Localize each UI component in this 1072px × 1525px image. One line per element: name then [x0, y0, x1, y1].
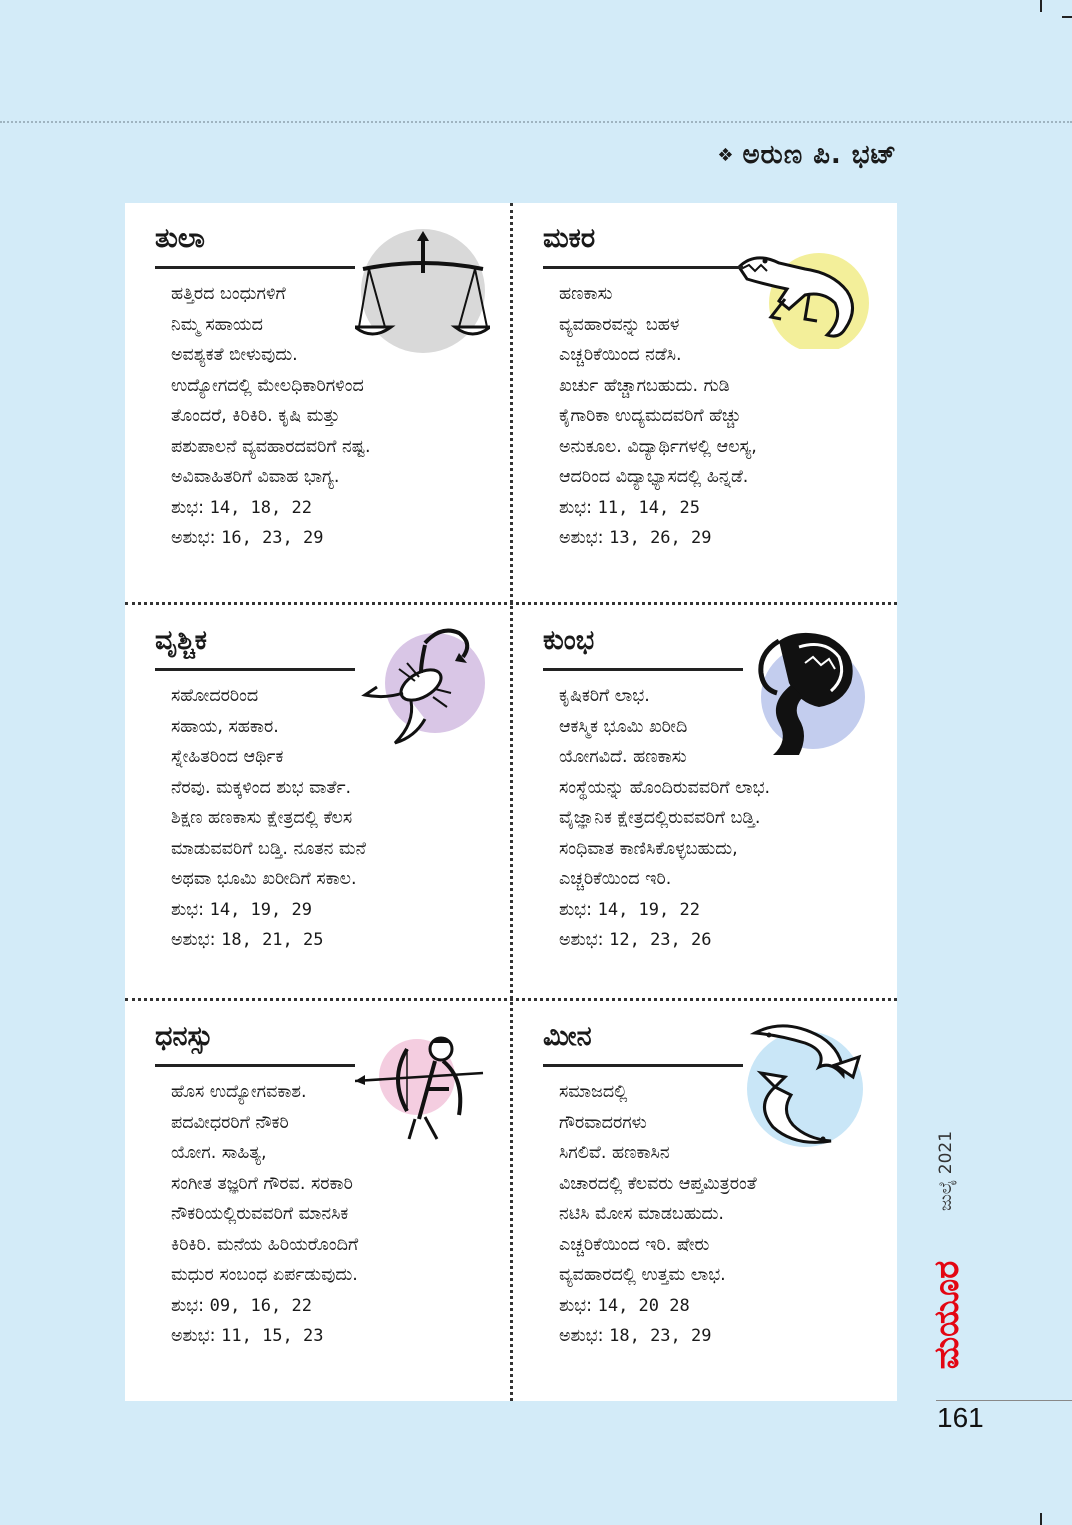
shubha-label: ಶುಭ: — [559, 1295, 593, 1316]
shubha-label: ಶುಭ: — [559, 899, 593, 920]
forecast-line: ವೈಜ್ಞಾನಿಕ ಕ್ಷೇತ್ರದಲ್ಲಿರುವವರಿಗೆ ಬಡ್ತಿ. — [559, 808, 761, 828]
forecast-line: ಆಕಸ್ಮಿಕ ಭೂಮಿ ಖರೀದಿ — [559, 716, 688, 737]
forecast-line: ಪದವೀಧರರಿಗೆ ನೌಕರಿ — [171, 1112, 289, 1133]
forecast-line: ಖರ್ಚು ಹೆಚ್ಚಾಗಬಹುದು. ಗುಡಿ — [559, 375, 730, 396]
ashubha-numbers: 18, 23, 29 — [609, 1326, 712, 1346]
sign-forecast — [559, 1077, 889, 1352]
issue-date-text: ಜುಲೈ 2021 — [936, 1130, 956, 1212]
ashubha-label: ಅಶುಭ: — [171, 528, 216, 548]
ashubha-numbers: 16, 23, 29 — [221, 528, 324, 548]
ashubha-numbers: 18, 21, 25 — [221, 930, 324, 950]
forecast-line: ಸಿಗಲಿವೆ. ಹಣಕಾಸಿನ — [559, 1143, 670, 1163]
shubha-numbers: 09, 16, 22 — [209, 1295, 312, 1316]
ashubha-numbers: 11, 15, 23 — [221, 1326, 324, 1346]
sign-card-makara — [513, 203, 893, 599]
forecast-line: ಕಿರಿಕಿರಿ. ಮನೆಯ ಹಿರಿಯರೊಂದಿಗೆ — [171, 1234, 359, 1255]
crop-mark — [1040, 0, 1042, 12]
forecast-line: ಕೃಷಿಕರಿಗೆ ಲಾಭ. — [559, 686, 650, 706]
forecast-line: ಸಂಧಿವಾತ ಕಾಣಿಸಿಕೊಳ್ಳಬಹುದು, — [559, 838, 738, 859]
shubha-label: ಶುಭ: — [171, 1295, 205, 1316]
diamond-icon: ❖ — [717, 145, 735, 166]
sign-name: ತುಲಾ — [155, 223, 205, 254]
forecast-line: ನೌಕರಿಯಲ್ಲಿರುವವರಿಗೆ ಮಾನಸಿಕ — [171, 1204, 349, 1224]
magazine-logo-text: ಮಯೂರ — [927, 1260, 967, 1370]
lucky-numbers — [171, 1291, 501, 1322]
forecast-line: ಶಿಕ್ಷಣ ಹಣಕಾಸು ಕ್ಷೇತ್ರದಲ್ಲಿ ಕೆಲಸ — [171, 808, 353, 828]
sign-name: ವೃಶ್ಚಿಕ — [155, 625, 207, 656]
ashubha-label: ಅಶುಭ: — [559, 930, 604, 950]
crop-mark — [1040, 1513, 1042, 1525]
lucky-numbers — [171, 895, 501, 926]
ashubha-label: ಅಶುಭ: — [171, 1326, 216, 1346]
unlucky-numbers — [171, 925, 501, 956]
crop-mark — [1062, 16, 1072, 18]
sign-card-dhanassu — [125, 1001, 505, 1397]
forecast-line: ಮಾಡುವವರಿಗೆ ಬಡ್ತಿ. ನೂತನ ಮನೆ — [171, 838, 366, 859]
forecast-line: ಅವಿವಾಹಿತರಿಗೆ ವಿವಾಹ ಭಾಗ್ಯ. — [171, 467, 340, 487]
sign-forecast — [559, 279, 889, 554]
shubha-numbers: 14, 19, 29 — [209, 899, 312, 920]
forecast-line: ಯೋಗವಿದೆ. ಹಣಕಾಸು — [559, 747, 687, 767]
horoscope-panel — [125, 203, 897, 1401]
unlucky-numbers — [559, 523, 889, 554]
shubha-numbers: 14, 18, 22 — [209, 497, 312, 518]
forecast-line: ನಿಮ್ಮ ಸಹಾಯದ — [171, 314, 263, 335]
forecast-line: ಸ್ನೇಹಿತರಿಂದ ಆರ್ಥಿಕ — [171, 747, 284, 767]
unlucky-numbers — [559, 925, 889, 956]
ashubha-label: ಅಶುಭ: — [171, 930, 216, 950]
top-dotted-divider — [0, 121, 1072, 123]
forecast-line: ವ್ಯವಹಾರವನ್ನು ಬಹಳ — [559, 314, 680, 335]
forecast-line: ಸಹೋದರರಿಂದ — [171, 686, 259, 706]
sign-name: ಧನಸ್ಸು — [155, 1021, 213, 1052]
shubha-numbers: 11, 14, 25 — [597, 497, 700, 518]
forecast-line: ಹತ್ತಿರದ ಬಂಧುಗಳಿಗೆ — [171, 284, 286, 304]
author-name: ಅರುಣ ಪಿ. ಭಟ್ — [742, 140, 897, 170]
sign-name: ಮೀನ — [543, 1021, 592, 1052]
page-number-rule — [936, 1400, 1072, 1401]
sign-card-tula — [125, 203, 505, 599]
forecast-line: ಎಚ್ಚರಿಕೆಯಿಂದ ನಡೆಸಿ. — [559, 345, 682, 365]
forecast-line: ಎಚ್ಚರಿಕೆಯಿಂದ ಇರಿ. — [559, 869, 672, 889]
shubha-label: ಶುಭ: — [171, 497, 205, 518]
shubha-numbers: 14, 20 28 — [597, 1295, 690, 1316]
title-underline — [543, 668, 743, 671]
shubha-label: ಶುಭ: — [171, 899, 205, 920]
title-underline — [543, 1064, 743, 1067]
forecast-line: ಅವಶ್ಯಕತೆ ಬೀಳುವುದು. — [171, 345, 298, 365]
forecast-line: ನೆರವು. ಮಕ್ಕಳಿಂದ ಶುಭ ವಾರ್ತೆ. — [171, 777, 352, 798]
forecast-line: ತೊಂದರೆ, ಕಿರಿಕಿರಿ. ಕೃಷಿ ಮತ್ತು — [171, 406, 340, 426]
sign-forecast — [171, 681, 501, 956]
forecast-line: ವ್ಯವಹಾರದಲ್ಲಿ ಉತ್ತಮ ಲಾಭ. — [559, 1265, 726, 1285]
title-underline — [543, 266, 743, 269]
sign-card-kumbha — [513, 605, 893, 1001]
sign-forecast — [559, 681, 889, 956]
lucky-numbers — [559, 1291, 889, 1322]
sign-name: ಮಕರ — [543, 223, 596, 254]
forecast-line: ಆದರಿಂದ ವಿದ್ಯಾಭ್ಯಾಸದಲ್ಲಿ ಹಿನ್ನಡೆ. — [559, 467, 749, 487]
magazine-logo — [922, 1250, 970, 1380]
sign-card-meena — [513, 1001, 893, 1397]
shubha-label: ಶುಭ: — [559, 497, 593, 518]
title-underline — [155, 668, 355, 671]
forecast-line: ಸಹಾಯ, ಸಹಕಾರ. — [171, 716, 279, 737]
ashubha-numbers: 12, 23, 26 — [609, 930, 712, 950]
lucky-numbers — [171, 493, 501, 524]
forecast-line: ಮಧುರ ಸಂಬಂಧ ಏರ್ಪಡುವುದು. — [171, 1265, 358, 1285]
forecast-line: ವಿಚಾರದಲ್ಲಿ ಕೆಲವರು ಆಪ್ತಮಿತ್ರರಂತೆ — [559, 1173, 757, 1194]
sign-name: ಕುಂಭ — [543, 625, 595, 656]
ashubha-label: ಅಶುಭ: — [559, 528, 604, 548]
forecast-line: ಯೋಗ. ಸಾಹಿತ್ಯ, — [171, 1143, 267, 1163]
forecast-line: ಹಣಕಾಸು — [559, 284, 613, 304]
forecast-line: ಸಮಾಜದಲ್ಲಿ — [559, 1082, 628, 1102]
forecast-line: ಗೌರವಾದರಗಳು — [559, 1112, 647, 1133]
forecast-line: ಎಚ್ಚರಿಕೆಯಿಂದ ಇರಿ. ಷೇರು — [559, 1234, 710, 1255]
title-underline — [155, 266, 355, 269]
sign-forecast — [171, 279, 501, 554]
forecast-line: ಸಂಗೀತ ತಜ್ಞರಿಗೆ ಗೌರವ. ಸರಕಾರಿ — [171, 1173, 353, 1194]
ashubha-label: ಅಶುಭ: — [559, 1326, 604, 1346]
author-byline — [717, 140, 897, 171]
title-underline — [155, 1064, 355, 1067]
issue-date — [928, 1125, 964, 1235]
forecast-line: ಅಥವಾ ಭೂಮಿ ಖರೀದಿಗೆ ಸಕಾಲ. — [171, 869, 357, 889]
forecast-line: ಸಂಸ್ಥೆಯನ್ನು ಹೊಂದಿರುವವರಿಗೆ ಲಾಭ. — [559, 777, 771, 798]
forecast-line: ನಟಿಸಿ ಮೋಸ ಮಾಡಬಹುದು. — [559, 1204, 724, 1224]
forecast-line: ಉದ್ಯೋಗದಲ್ಲಿ ಮೇಲಧಿಕಾರಿಗಳಿಂದ — [171, 375, 364, 396]
page-number: 161 — [937, 1402, 984, 1433]
forecast-line: ಅನುಕೂಲ. ವಿದ್ಯಾರ್ಥಿಗಳಲ್ಲಿ ಆಲಸ್ಯ, — [559, 436, 757, 457]
lucky-numbers — [559, 895, 889, 926]
forecast-line: ಹೊಸ ಉದ್ಯೋಗವಕಾಶ. — [171, 1082, 307, 1102]
forecast-line: ಕೈಗಾರಿಕಾ ಉದ್ಯಮದವರಿಗೆ ಹೆಚ್ಚು — [559, 406, 742, 426]
lucky-numbers — [559, 493, 889, 524]
unlucky-numbers — [171, 523, 501, 554]
unlucky-numbers — [559, 1321, 889, 1352]
unlucky-numbers — [171, 1321, 501, 1352]
sign-card-vrushchika — [125, 605, 505, 1001]
sign-forecast — [171, 1077, 501, 1352]
shubha-numbers: 14, 19, 22 — [597, 899, 700, 920]
forecast-line: ಪಶುಪಾಲನೆ ವ್ಯವಹಾರದವರಿಗೆ ನಷ್ಟ. — [171, 436, 371, 457]
ashubha-numbers: 13, 26, 29 — [609, 528, 712, 548]
